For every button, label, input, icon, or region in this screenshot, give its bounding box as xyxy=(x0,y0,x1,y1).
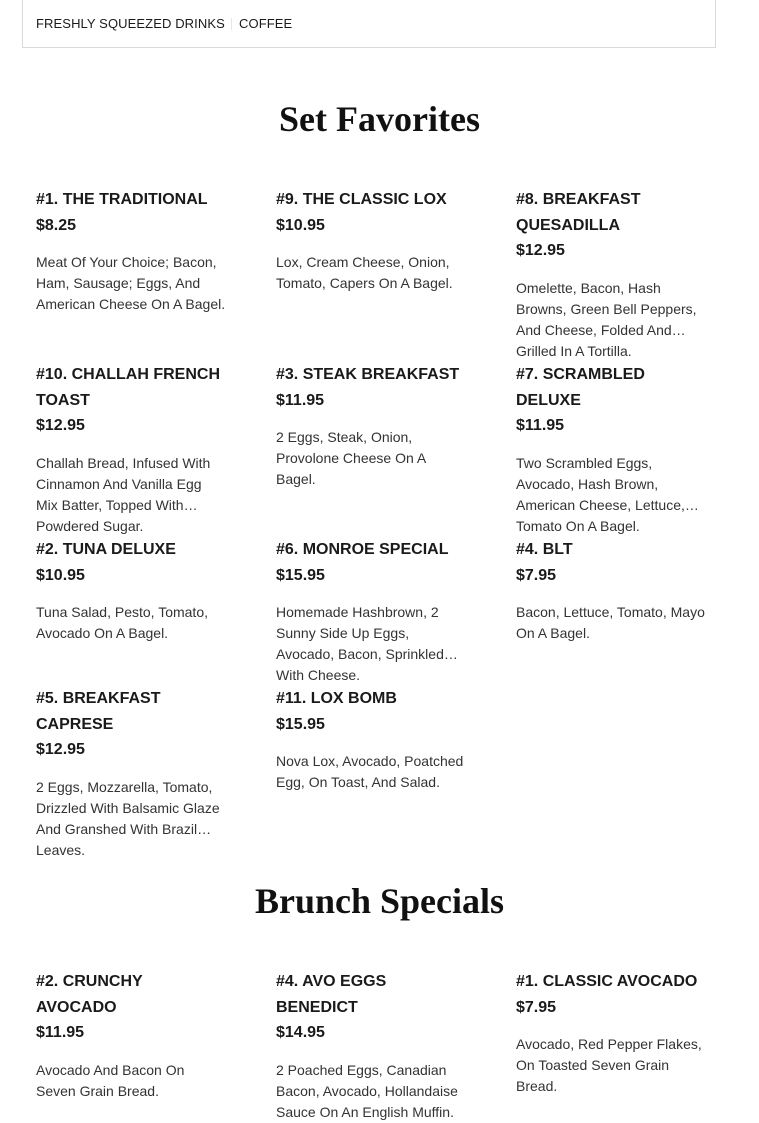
menu-item-description: Bacon, Lettuce, Tomato, Mayo On A Bagel. xyxy=(516,604,705,641)
menu-item-price: $12.95 xyxy=(36,741,85,758)
menu-item-name: #1. CLASSIC AVOCADO xyxy=(516,973,698,990)
menu-item-name: #7. SCRAMBLED DELUXE xyxy=(516,366,645,409)
category-link-coffee[interactable]: COFFEE xyxy=(239,16,293,31)
menu-item-price: $11.95 xyxy=(516,417,565,434)
menu-item-price: $15.95 xyxy=(276,715,325,733)
menu-item[interactable] xyxy=(276,187,466,294)
menu-item-description: 2 Eggs, Mozzarella, Tomato, Drizzled With Balsamic Glaze And Granshed With Brazil Leaves. xyxy=(36,778,220,858)
category-divider xyxy=(231,18,232,30)
menu-item-description: 2 Poached Eggs, Canadian Bacon, Avocado, Hollandaise Sauce On An English Muffin. xyxy=(276,1061,458,1120)
menu-item-price: $10.95 xyxy=(36,566,85,584)
menu-item[interactable] xyxy=(276,686,466,793)
menu-item[interactable] xyxy=(516,537,706,644)
menu-item-name: #6. MONROE SPECIAL xyxy=(276,541,449,558)
menu-item-price: $8.25 xyxy=(36,216,77,234)
menu-item[interactable] xyxy=(36,969,226,1102)
menu-item[interactable] xyxy=(36,537,226,644)
menu-item[interactable] xyxy=(36,187,226,315)
menu-item-name: #1. THE TRADITIONAL xyxy=(36,191,208,208)
menu-item-description: Homemade Hashbrown, 2 Sunny Side Up Eggs, Avocado, Bacon, Sprinkled With Cheese. xyxy=(276,604,444,683)
menu-item-price: $7.95 xyxy=(516,566,557,584)
menu-item[interactable] xyxy=(276,537,466,683)
menu-item-name: #8. BREAKFAST QUESADILLA xyxy=(516,191,641,234)
menu-item-description: Omelette, Bacon, Hash Browns, Green Bell Peppers, And Cheese, Folded And Grilled In A Tortilla. xyxy=(516,279,697,359)
category-nav xyxy=(22,0,716,48)
menu-item-name: #11. LOX BOMB xyxy=(276,690,397,707)
menu-item-description: Lox, Cream Cheese, Onion, Tomato, Capers On A Bagel. xyxy=(276,254,453,291)
menu-item-price: $10.95 xyxy=(276,216,325,234)
menu-item-name: #5. BREAKFAST CAPRESE xyxy=(36,690,161,733)
menu-item-name: #10. CHALLAH FRENCH TOAST xyxy=(36,366,221,409)
menu-item-price: $15.95 xyxy=(276,566,325,584)
menu-item-price: $11.95 xyxy=(276,391,325,409)
menu-item-price: $7.95 xyxy=(516,998,557,1016)
menu-item[interactable] xyxy=(276,362,466,490)
menu-item-name: #2. CRUNCHY AVOCADO xyxy=(36,973,143,1016)
menu-item[interactable] xyxy=(516,187,706,359)
menu-item[interactable] xyxy=(36,686,226,858)
menu-item-description: Tuna Salad, Pesto, Tomato, Avocado On A Bagel. xyxy=(36,604,208,641)
menu-item-price: $11.95 xyxy=(36,1024,85,1041)
menu-item-name: #4. BLT xyxy=(516,541,573,558)
menu-item-description: Avocado, Red Pepper Flakes, On Toasted Seven Grain Bread. xyxy=(516,1036,702,1094)
menu-item-description: Avocado And Bacon On Seven Grain Bread. xyxy=(36,1061,185,1099)
menu-item-description: Nova Lox, Avocado, Poatched Egg, On Toast, And Salad. xyxy=(276,753,464,790)
menu-item-description: Two Scrambled Eggs, Avocado, Hash Brown, American Cheese, Lettuce, Tomato On A Bagel. xyxy=(516,454,685,534)
menu-item-name: #9. THE CLASSIC LOX xyxy=(276,191,447,208)
section-title-set-favorites: Set Favorites xyxy=(279,99,480,139)
menu-item-price: $12.95 xyxy=(516,242,565,259)
menu-item-price: $12.95 xyxy=(36,417,85,434)
menu-item-description: Challah Bread, Infused With Cinnamon And Vanilla Egg Mix Batter, Topped With Powdered Sugar. xyxy=(36,454,211,534)
menu-item-description: 2 Eggs, Steak, Onion, Provolone Cheese On A Bagel. xyxy=(276,429,426,487)
menu-item[interactable] xyxy=(516,969,706,1097)
menu-item[interactable] xyxy=(516,362,706,534)
menu-item-name: #4. AVO EGGS BENEDICT xyxy=(276,973,387,1016)
menu-item-price: $14.95 xyxy=(276,1024,325,1041)
menu-item-name: #2. TUNA DELUXE xyxy=(36,541,176,558)
menu-item-name: #3. STEAK BREAKFAST xyxy=(276,366,460,383)
menu-item[interactable] xyxy=(276,969,466,1123)
category-link-freshly-squeezed-drinks[interactable]: FRESHLY SQUEEZED DRINKS xyxy=(36,16,225,31)
menu-item-description: Meat Of Your Choice; Bacon, Ham, Sausage; Eggs, And American Cheese On A Bagel. xyxy=(36,254,226,312)
menu-item[interactable] xyxy=(36,362,226,534)
section-title-brunch-specials: Brunch Specials xyxy=(254,881,505,921)
